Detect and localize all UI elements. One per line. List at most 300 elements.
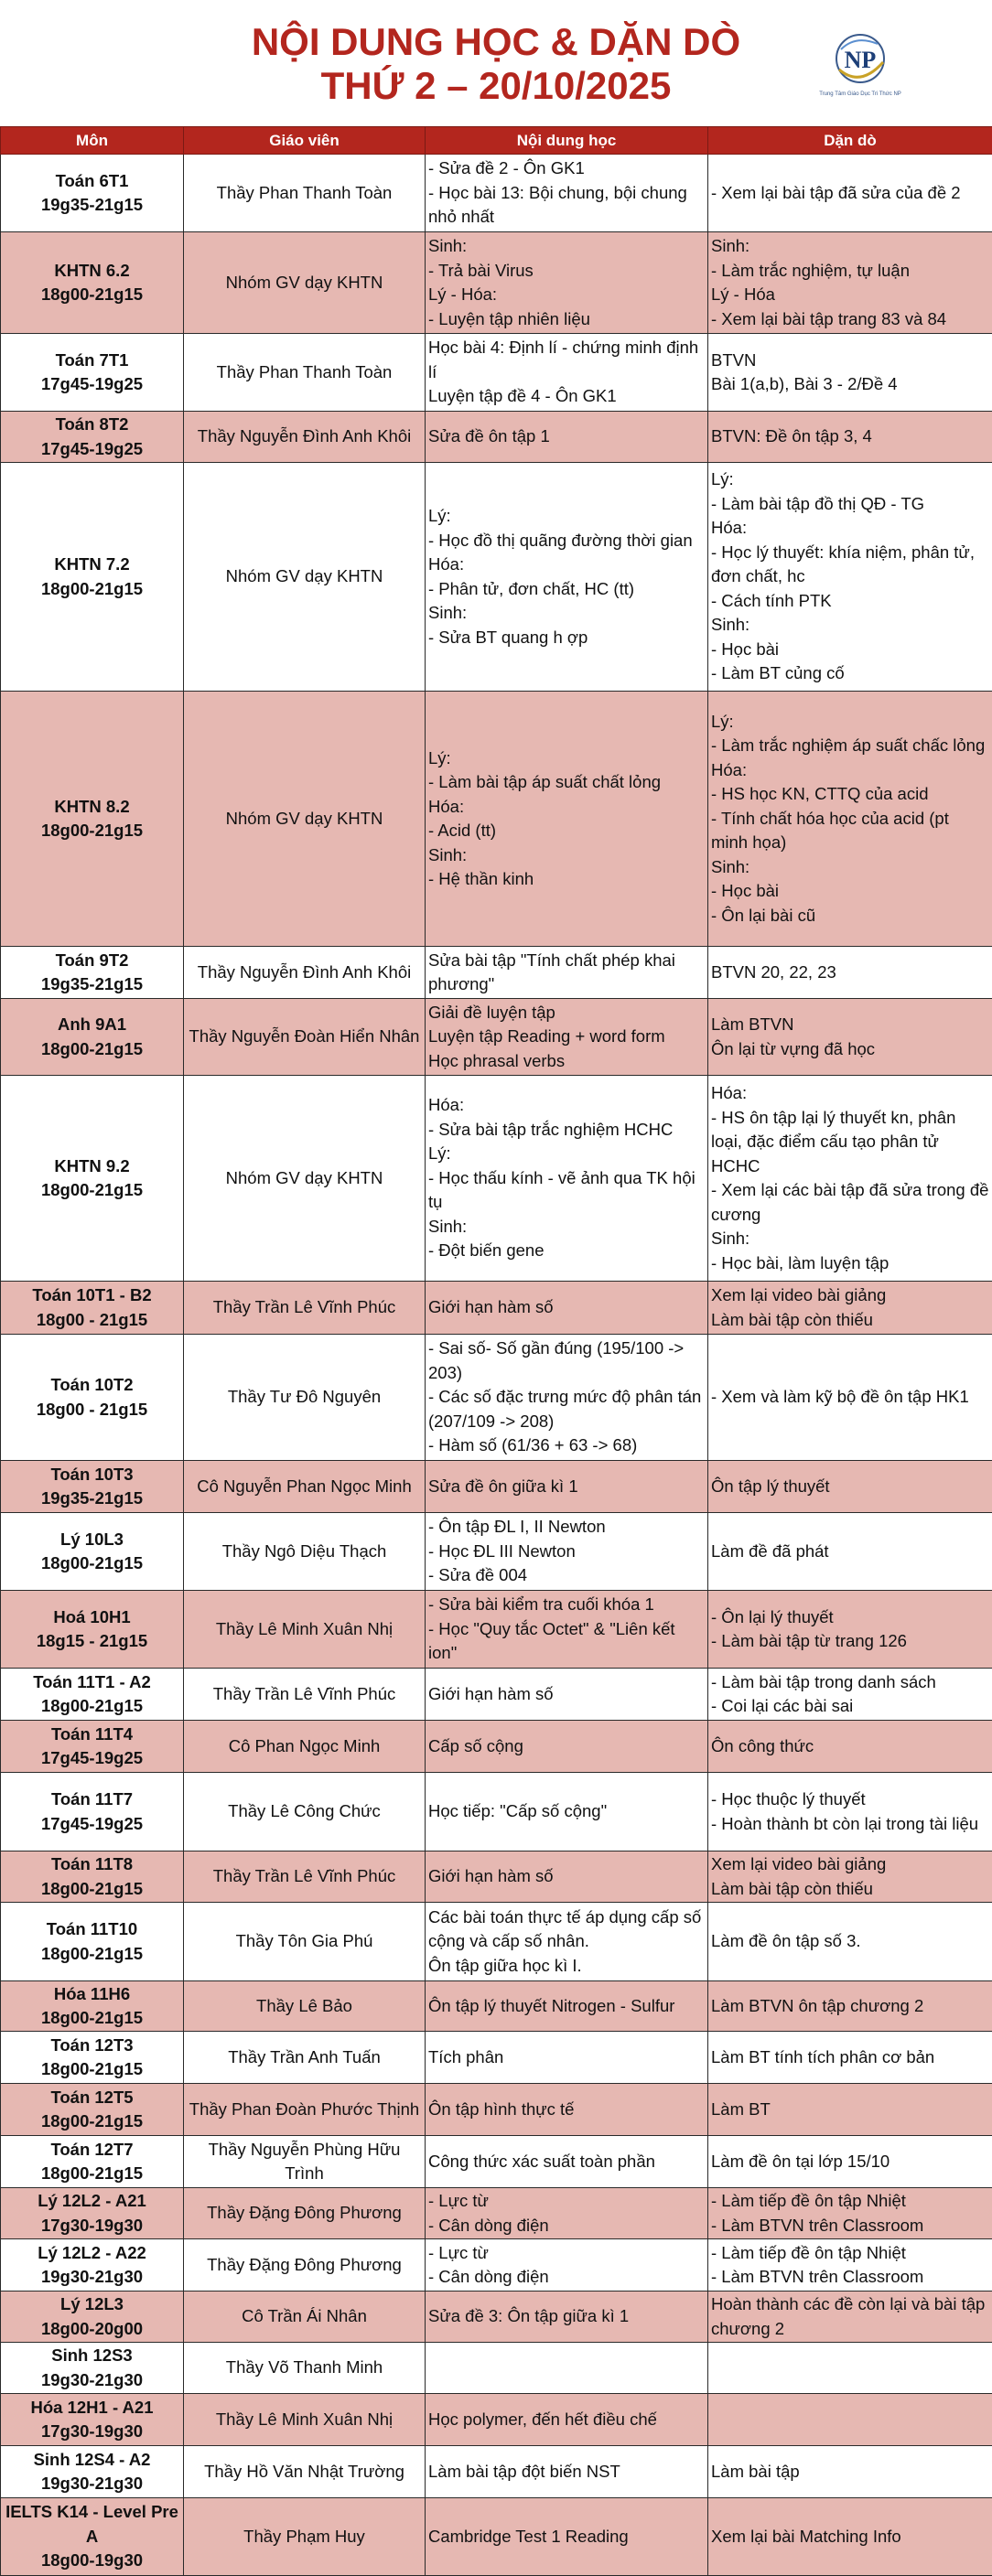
content-cell	[426, 1076, 708, 1282]
subject-cell	[1, 1981, 184, 2032]
teacher-cell-line: Thầy Trần Lê Vĩnh Phúc	[187, 1682, 422, 1707]
subject-cell-line: 19g35-21g15	[4, 972, 180, 997]
teacher-cell-line: Trình	[187, 2162, 422, 2186]
teacher-cell	[184, 463, 426, 692]
table-row	[1, 1513, 992, 1591]
homework-cell-line: Lý:	[711, 467, 989, 492]
content-cell-line: Học tiếp: "Cấp số cộng"	[428, 1799, 705, 1824]
teacher-cell	[184, 1513, 426, 1591]
teacher-cell-line: Thầy Đặng Đông Phương	[187, 2253, 422, 2278]
subject-cell-line: 18g00-21g15	[4, 577, 180, 602]
content-cell-line: Hóa:	[428, 795, 705, 820]
table-row	[1, 2032, 992, 2084]
content-cell-line: Học phrasal verbs	[428, 1049, 705, 1074]
content-cell-line: - Trả bài Virus	[428, 259, 705, 284]
content-cell-line: Ôn tập hình thực tế	[428, 2098, 705, 2122]
homework-cell-line: BTVN	[711, 349, 989, 373]
subject-cell-line: 19g30-21g30	[4, 2472, 180, 2496]
content-cell-line: Lý:	[428, 1142, 705, 1166]
teacher-cell	[184, 1773, 426, 1852]
subject-cell	[1, 1335, 184, 1461]
content-cell	[426, 1773, 708, 1852]
subject-cell-line: Toán 11T10	[4, 1917, 180, 1942]
subject-cell-line: 17g30-19g30	[4, 2214, 180, 2238]
subject-cell-line: 18g00-21g15	[4, 1694, 180, 1719]
subject-cell	[1, 1461, 184, 1513]
subject-cell-line: 17g45-19g25	[4, 372, 180, 397]
content-cell-line: - Sửa bài kiểm tra cuối khóa 1	[428, 1593, 705, 1617]
content-cell-line: - Lực từ	[428, 2189, 705, 2214]
homework-cell-line: Làm đề đã phát	[711, 1540, 989, 1564]
teacher-cell	[184, 1076, 426, 1282]
teacher-cell	[184, 692, 426, 947]
homework-cell-line: Xem lại video bài giảng	[711, 1283, 989, 1308]
subject-cell	[1, 412, 184, 463]
content-cell-line: - Sai số- Số gần đúng (195/100 -> 203)	[428, 1336, 705, 1385]
teacher-cell-line: Thầy Trần Lê Vĩnh Phúc	[187, 1864, 422, 1889]
content-cell-line: Sinh:	[428, 843, 705, 868]
content-cell-line: Học bài 4: Định lí - chứng minh định lí	[428, 336, 705, 384]
homework-cell	[708, 2498, 992, 2576]
subject-cell-line: Lý 12L2 - A22	[4, 2241, 180, 2266]
table-row	[1, 1076, 992, 1282]
homework-cell-line: - Ôn lại bài cũ	[711, 904, 989, 928]
content-cell-line: - Hệ thần kinh	[428, 867, 705, 892]
content-cell	[426, 1513, 708, 1591]
subject-cell-line: 17g30-19g30	[4, 2420, 180, 2444]
content-cell-line: Ôn tập lý thuyết Nitrogen - Sulfur	[428, 1994, 705, 2019]
subject-cell	[1, 463, 184, 692]
content-cell	[426, 692, 708, 947]
table-row	[1, 1852, 992, 1903]
subject-cell-line: 18g00 - 21g15	[4, 1308, 180, 1333]
homework-cell-line: - Làm trắc nghiệm áp suất chấc lỏng	[711, 734, 989, 758]
table-body	[1, 155, 992, 2576]
subject-cell-line: 18g00-21g15	[4, 1877, 180, 1902]
subject-cell-line: Toán 6T1	[4, 169, 180, 194]
homework-cell-line: - HS học KN, CTTQ của acid	[711, 782, 989, 807]
content-cell-line: Giới hạn hàm số	[428, 1864, 705, 1889]
content-cell	[426, 1903, 708, 1981]
teacher-cell	[184, 947, 426, 999]
homework-cell-line: Làm bài tập còn thiếu	[711, 1308, 989, 1333]
table-row	[1, 1721, 992, 1773]
teacher-cell-line: Thầy Phan Thanh Toàn	[187, 360, 422, 385]
subject-cell	[1, 2446, 184, 2498]
subject-cell-line: KHTN 9.2	[4, 1154, 180, 1179]
homework-cell-line: - Làm BTVN trên Classroom	[711, 2265, 989, 2290]
content-cell-line: - Học đồ thị quãng đường thời gian	[428, 529, 705, 553]
teacher-cell	[184, 334, 426, 412]
subject-cell-line: KHTN 7.2	[4, 553, 180, 577]
homework-cell	[708, 2239, 992, 2292]
subject-cell-line: KHTN 6.2	[4, 259, 180, 284]
teacher-cell	[184, 2084, 426, 2136]
content-cell-line: Cambridge Test 1 Reading	[428, 2525, 705, 2549]
homework-cell-line: Hóa:	[711, 758, 989, 783]
homework-cell-line: - Làm tiếp đề ôn tập Nhiệt	[711, 2189, 989, 2214]
homework-cell-line: Làm BTVN	[711, 1013, 989, 1037]
homework-cell-line: - Hoàn thành bt còn lại trong tài liệu	[711, 1812, 989, 1837]
subject-cell	[1, 1852, 184, 1903]
subject-cell-line: Toán 12T3	[4, 2034, 180, 2058]
content-cell-line: Giới hạn hàm số	[428, 1682, 705, 1707]
table-row	[1, 2446, 992, 2498]
teacher-cell	[184, 2394, 426, 2446]
subject-cell-line: Toán 12T5	[4, 2086, 180, 2110]
homework-cell	[708, 463, 992, 692]
subject-cell	[1, 692, 184, 947]
teacher-cell-line: Cô Trần Ái Nhân	[187, 2304, 422, 2329]
teacher-cell	[184, 1335, 426, 1461]
homework-cell-line: Sinh:	[711, 234, 989, 259]
subject-cell-line: 18g00-21g15	[4, 2162, 180, 2186]
content-cell-line: Sửa bài tập "Tính chất phép khai phương"	[428, 949, 705, 997]
teacher-cell-line: Thầy Nguyễn Đình Anh Khôi	[187, 424, 422, 449]
homework-cell	[708, 232, 992, 334]
content-cell	[426, 2343, 708, 2394]
homework-cell-line: - Xem lại các bài tập đã sửa trong đề cương	[711, 1178, 989, 1227]
subject-cell	[1, 2343, 184, 2394]
table-row	[1, 2394, 992, 2446]
homework-cell-line: Lý:	[711, 710, 989, 735]
subject-cell	[1, 2136, 184, 2188]
homework-cell-line: BTVN: Đề ôn tập 3, 4	[711, 424, 989, 449]
teacher-cell	[184, 1721, 426, 1773]
homework-cell-line: Ôn công thức	[711, 1734, 989, 1759]
homework-cell-line: Lý - Hóa	[711, 283, 989, 307]
homework-cell-line: - Làm bài tập trong danh sách	[711, 1670, 989, 1695]
table-row	[1, 463, 992, 692]
content-cell-line: Công thức xác suất toàn phần	[428, 2150, 705, 2174]
content-cell-line: - Cân dòng điện	[428, 2214, 705, 2238]
content-cell-line: Ôn tập giữa học kì I.	[428, 1954, 705, 1979]
table-row	[1, 334, 992, 412]
subject-cell-line: Sinh 12S4 - A2	[4, 2448, 180, 2473]
subject-cell	[1, 2292, 184, 2343]
homework-cell	[708, 1773, 992, 1852]
teacher-cell-line: Thầy Lê Minh Xuân Nhị	[187, 1617, 422, 1642]
subject-cell-line: Hóa 12H1 - A21	[4, 2396, 180, 2420]
homework-cell-line: - Làm bài tập từ trang 126	[711, 1629, 989, 1654]
homework-cell	[708, 1981, 992, 2032]
teacher-cell	[184, 155, 426, 232]
homework-cell-line: Xem lại video bài giảng	[711, 1852, 989, 1877]
content-cell	[426, 2498, 708, 2576]
teacher-cell-line: Nhóm GV dạy KHTN	[187, 271, 422, 295]
table-header-row	[1, 127, 992, 155]
homework-cell-line: - Coi lại các bài sai	[711, 1694, 989, 1719]
teacher-cell	[184, 1852, 426, 1903]
table-row	[1, 2239, 992, 2292]
homework-cell	[708, 2394, 992, 2446]
homework-cell	[708, 2446, 992, 2498]
content-cell-line: Làm bài tập đột biến NST	[428, 2460, 705, 2485]
teacher-cell-line: Thầy Phan Thanh Toàn	[187, 181, 422, 206]
table-row	[1, 1903, 992, 1981]
subject-cell	[1, 2239, 184, 2292]
homework-cell-line: Làm bài tập còn thiếu	[711, 1877, 989, 1902]
subject-cell-line: 19g35-21g15	[4, 193, 180, 218]
homework-cell	[708, 2188, 992, 2239]
content-cell	[426, 334, 708, 412]
subject-cell-line: 19g30-21g30	[4, 2265, 180, 2290]
logo-tagline: Trung Tâm Giáo Dục Tri Thức NP	[819, 91, 901, 97]
homework-cell	[708, 2136, 992, 2188]
np-logo-icon	[819, 27, 901, 93]
homework-cell	[708, 2292, 992, 2343]
content-cell-line: Lý:	[428, 504, 705, 529]
table-row	[1, 412, 992, 463]
table-row	[1, 2136, 992, 2188]
homework-cell-line: Xem lại bài Matching Info	[711, 2525, 989, 2549]
subject-cell	[1, 1721, 184, 1773]
homework-cell-line: - Ôn lại lý thuyết	[711, 1605, 989, 1630]
homework-cell	[708, 999, 992, 1076]
homework-cell-line: - Học bài	[711, 879, 989, 904]
homework-cell	[708, 2084, 992, 2136]
subject-cell-line: Toán 11T8	[4, 1852, 180, 1877]
subject-cell	[1, 155, 184, 232]
teacher-cell-line: Thầy Tôn Gia Phú	[187, 1929, 422, 1954]
content-cell	[426, 1721, 708, 1773]
content-cell	[426, 2032, 708, 2084]
content-cell-line: - Làm bài tập áp suất chất lỏng	[428, 770, 705, 795]
subject-cell-line: 18g00-21g15	[4, 819, 180, 843]
homework-cell-line: Làm BTVN ôn tập chương 2	[711, 1994, 989, 2019]
subject-cell-line: Toán 11T4	[4, 1723, 180, 1747]
subject-cell-line: 18g00-21g15	[4, 283, 180, 307]
subject-cell-line: Anh 9A1	[4, 1013, 180, 1037]
teacher-cell	[184, 2343, 426, 2394]
homework-cell-line: Ôn tập lý thuyết	[711, 1475, 989, 1499]
subject-cell-line: Lý 12L2 - A21	[4, 2189, 180, 2214]
column-header-subject: Môn	[1, 127, 184, 155]
content-cell-line: - Acid (tt)	[428, 819, 705, 843]
homework-cell-line: - Học lý thuyết: khía niệm, phân tử, đơn chất, hc	[711, 541, 989, 589]
logo-text: NP	[845, 47, 877, 73]
table-row	[1, 2292, 992, 2343]
content-cell-line: Sửa đề ôn tập 1	[428, 424, 705, 449]
column-header-teacher: Giáo viên	[184, 127, 426, 155]
homework-cell-line: - Xem lại bài tập đã sửa của đề 2	[711, 181, 989, 206]
homework-cell-line: - Làm tiếp đề ôn tập Nhiệt	[711, 2241, 989, 2266]
homework-cell-line: - Làm BTVN trên Classroom	[711, 2214, 989, 2238]
subject-cell-line: Toán 11T1 - A2	[4, 1670, 180, 1695]
content-cell-line: - Học ĐL III Newton	[428, 1540, 705, 1564]
teacher-cell	[184, 1282, 426, 1335]
content-cell-line: Tích phân	[428, 2045, 705, 2070]
teacher-cell-line: Thầy Nguyễn Đình Anh Khôi	[187, 961, 422, 985]
homework-cell-line: Hóa:	[711, 1081, 989, 1106]
homework-cell-line: Sinh:	[711, 613, 989, 638]
subject-cell-line: 18g00-20g00	[4, 2317, 180, 2342]
table-row	[1, 1981, 992, 2032]
teacher-cell-line: Thầy Võ Thanh Minh	[187, 2356, 422, 2380]
content-cell-line: - Sửa đề 2 - Ôn GK1	[428, 156, 705, 181]
table-row	[1, 692, 992, 947]
content-cell	[426, 947, 708, 999]
teacher-cell-line: Nhóm GV dạy KHTN	[187, 807, 422, 832]
homework-cell-line: - Xem lại bài tập trang 83 và 84	[711, 307, 989, 332]
subject-cell	[1, 1669, 184, 1721]
subject-cell	[1, 947, 184, 999]
page-header	[0, 0, 992, 126]
homework-cell	[708, 334, 992, 412]
table-row	[1, 999, 992, 1076]
homework-cell-line: Hóa:	[711, 516, 989, 541]
table-row	[1, 1669, 992, 1721]
teacher-cell-line: Thầy Phan Đoàn Phước Thịnh	[187, 2098, 422, 2122]
content-cell-line: Luyện tập đề 4 - Ôn GK1	[428, 384, 705, 409]
content-cell-line: Giới hạn hàm số	[428, 1295, 705, 1320]
subject-cell	[1, 232, 184, 334]
subject-cell-line: 18g00-21g15	[4, 1942, 180, 1967]
teacher-cell-line: Nhóm GV dạy KHTN	[187, 1166, 422, 1191]
teacher-cell	[184, 1903, 426, 1981]
subject-cell	[1, 2498, 184, 2576]
table-row	[1, 1282, 992, 1335]
subject-cell	[1, 1076, 184, 1282]
homework-cell	[708, 1721, 992, 1773]
content-cell-line: Hóa:	[428, 553, 705, 577]
subject-cell-line: 18g00-21g15	[4, 2006, 180, 2031]
content-cell	[426, 2188, 708, 2239]
content-cell-line: - Sửa đề 004	[428, 1563, 705, 1588]
column-header-content: Nội dung học	[426, 127, 708, 155]
homework-cell-line: Ôn lại từ vựng đã học	[711, 1037, 989, 1062]
content-cell-line: - Sửa BT quang h ợp	[428, 626, 705, 650]
page-title: NỘI DUNG HỌC & DẶN DÒ	[0, 20, 992, 64]
teacher-cell	[184, 2498, 426, 2576]
teacher-cell	[184, 232, 426, 334]
content-cell	[426, 1591, 708, 1669]
teacher-cell	[184, 2239, 426, 2292]
content-cell-line: Các bài toán thực tế áp dụng cấp số cộng và cấp số nhân.	[428, 1905, 705, 1954]
homework-cell-line: - Làm bài tập đồ thị QĐ - TG	[711, 492, 989, 517]
teacher-cell-line: Thầy Nguyễn Đoàn Hiển Nhân	[187, 1025, 422, 1049]
subject-cell	[1, 2084, 184, 2136]
subject-cell-line: 18g00-21g15	[4, 2109, 180, 2134]
teacher-cell	[184, 2188, 426, 2239]
content-cell	[426, 463, 708, 692]
content-cell	[426, 2136, 708, 2188]
homework-cell-line: - Cách tính PTK	[711, 589, 989, 614]
teacher-cell	[184, 1591, 426, 1669]
homework-cell	[708, 2032, 992, 2084]
homework-cell	[708, 155, 992, 232]
content-cell-line: Sinh:	[428, 1215, 705, 1240]
subject-cell-line: 17g45-19g25	[4, 1812, 180, 1837]
subject-cell-line: KHTN 8.2	[4, 795, 180, 820]
subject-cell	[1, 334, 184, 412]
content-cell	[426, 1461, 708, 1513]
homework-cell-line: - Học thuộc lý thuyết	[711, 1787, 989, 1812]
content-cell	[426, 999, 708, 1076]
table-row	[1, 2188, 992, 2239]
teacher-cell	[184, 2032, 426, 2084]
content-cell-line: Hóa:	[428, 1093, 705, 1118]
subject-cell-line: Toán 7T1	[4, 349, 180, 373]
content-cell-line: Sửa đề ôn giữa kì 1	[428, 1475, 705, 1499]
content-cell-line: Cấp số cộng	[428, 1734, 705, 1759]
subject-cell-line: 19g30-21g30	[4, 2368, 180, 2393]
subject-cell-line: Hóa 11H6	[4, 1982, 180, 2007]
subject-cell-line: 18g00-21g15	[4, 1037, 180, 1062]
subject-cell-line: 18g00-21g15	[4, 1551, 180, 1576]
content-cell-line: - Học "Quy tắc Octet" & "Liên kết ion"	[428, 1617, 705, 1666]
teacher-cell	[184, 1981, 426, 2032]
homework-cell-line: Hoàn thành các đề còn lại và bài tập chương 2	[711, 2292, 989, 2341]
logo	[819, 27, 901, 110]
homework-cell-line: Làm BT tính tích phân cơ bản	[711, 2045, 989, 2070]
homework-cell	[708, 1852, 992, 1903]
column-header-homework: Dặn dò	[708, 127, 992, 155]
content-cell	[426, 2394, 708, 2446]
subject-cell-line: Toán 9T2	[4, 949, 180, 973]
subject-cell-line: 17g45-19g25	[4, 1746, 180, 1771]
teacher-cell-line: Thầy Trần Anh Tuấn	[187, 2045, 422, 2070]
table-row	[1, 2498, 992, 2576]
subject-cell-line: Toán 10T1 - B2	[4, 1283, 180, 1308]
content-cell	[426, 2446, 708, 2498]
content-cell-line: - Ôn tập ĐL I, II Newton	[428, 1515, 705, 1540]
content-cell-line: - Luyện tập nhiên liệu	[428, 307, 705, 332]
content-cell-line: Sinh:	[428, 601, 705, 626]
homework-cell-line: - Tính chất hóa học của acid (pt minh họa)	[711, 807, 989, 855]
content-cell	[426, 1981, 708, 2032]
teacher-cell-line: Thầy Lê Bảo	[187, 1994, 422, 2019]
table-row	[1, 947, 992, 999]
teacher-cell	[184, 1669, 426, 1721]
homework-cell	[708, 1669, 992, 1721]
subject-cell-line: Toán 12T7	[4, 2138, 180, 2163]
content-cell	[426, 1669, 708, 1721]
teacher-cell-line: Thầy Hồ Văn Nhật Trường	[187, 2460, 422, 2485]
subject-cell-line: 17g45-19g25	[4, 437, 180, 462]
subject-cell	[1, 1591, 184, 1669]
table-row	[1, 2084, 992, 2136]
teacher-cell-line: Thầy Đặng Đông Phương	[187, 2201, 422, 2226]
content-cell-line: - Phân tử, đơn chất, HC (tt)	[428, 577, 705, 602]
table-row	[1, 232, 992, 334]
table-row	[1, 1335, 992, 1461]
content-cell-line: Sửa đề 3: Ôn tập giữa kì 1	[428, 2304, 705, 2329]
homework-cell	[708, 1076, 992, 1282]
content-cell-line: Sinh:	[428, 234, 705, 259]
teacher-cell-line: Thầy Phạm Huy	[187, 2525, 422, 2549]
subject-cell-line: 18g00-21g15	[4, 2057, 180, 2082]
schedule-table	[0, 126, 992, 2576]
subject-cell-line: 18g00 - 21g15	[4, 1398, 180, 1422]
teacher-cell-line: Cô Nguyễn Phan Ngọc Minh	[187, 1475, 422, 1499]
content-cell-line: - Hàm số (61/36 + 63 -> 68)	[428, 1433, 705, 1458]
subject-cell-line: 19g35-21g15	[4, 1487, 180, 1511]
homework-cell-line: Sinh:	[711, 855, 989, 880]
homework-cell	[708, 692, 992, 947]
content-cell-line: Học polymer, đến hết điều chế	[428, 2408, 705, 2432]
subject-cell-line: Lý 12L3	[4, 2292, 180, 2317]
subject-cell-line: 18g00-21g15	[4, 1178, 180, 1203]
subject-cell-line: Lý 10L3	[4, 1528, 180, 1552]
homework-cell	[708, 1335, 992, 1461]
page-date: THỨ 2 – 20/10/2025	[0, 64, 992, 108]
subject-cell-line: Toán 10T3	[4, 1463, 180, 1487]
subject-cell	[1, 1903, 184, 1981]
content-cell	[426, 1852, 708, 1903]
subject-cell-line: Toán 10T2	[4, 1373, 180, 1398]
homework-cell-line: - Học bài	[711, 638, 989, 662]
